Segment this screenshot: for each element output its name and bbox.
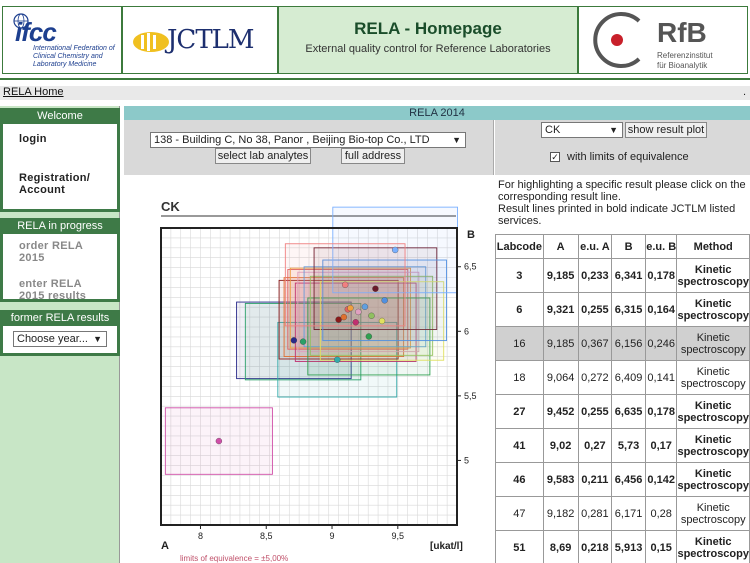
method-cell: Kinetic spectroscopy <box>677 293 750 327</box>
a-cell: 9,185 <box>543 327 578 361</box>
eub-cell: 0,141 <box>645 361 677 395</box>
analyte-select[interactable]: CK ▼ <box>541 122 623 138</box>
data-point <box>368 313 374 319</box>
data-point <box>334 357 340 363</box>
table-row[interactable] <box>496 429 750 463</box>
eua-cell: 0,218 <box>578 531 612 563</box>
eub-cell: 0,178 <box>645 395 677 429</box>
data-point <box>341 314 347 320</box>
ifcc-logo[interactable] <box>2 6 122 74</box>
y-tick-label: 6,5 <box>464 261 477 272</box>
b-cell: 6,635 <box>612 395 646 429</box>
results-table <box>495 234 750 563</box>
y-tick-label: 5,5 <box>464 390 477 401</box>
equivalence-boxes <box>165 207 457 474</box>
data-point <box>291 337 297 343</box>
x-tick-label: 8,5 <box>259 531 273 541</box>
table-row[interactable] <box>496 531 750 563</box>
eua-cell: 0,255 <box>578 395 612 429</box>
a-cell: 9,182 <box>543 497 578 531</box>
labcode-cell: 27 <box>496 395 544 429</box>
data-point <box>379 318 385 324</box>
sidebar <box>0 106 120 563</box>
data-point <box>216 438 222 444</box>
chevron-down-icon: ▼ <box>452 135 461 145</box>
welcome-heading: Welcome <box>0 108 120 124</box>
b-cell: 6,156 <box>612 327 646 361</box>
eua-cell: 0,255 <box>578 293 612 327</box>
b-cell: 6,409 <box>612 361 646 395</box>
labcode-cell: 41 <box>496 429 544 463</box>
highlight-note: For highlighting a specific result please click on the corresponding result line. <box>498 179 746 203</box>
limits-checkbox-label: with limits of equivalence <box>567 151 689 163</box>
ifcc-subtitle: International Federation of Clinical Chemistry and Laboratory Medicine <box>33 45 115 68</box>
eub-cell: 0,178 <box>645 259 677 293</box>
results-panel <box>495 176 750 563</box>
labcode-cell: 6 <box>496 293 544 327</box>
chevron-down-icon: ▼ <box>93 334 102 344</box>
a-cell: 9,321 <box>543 293 578 327</box>
data-point <box>336 317 342 323</box>
lab-select[interactable]: 138 - Building C, No 38, Panor , Beijing Bio-top Co., LTD ▼ <box>150 132 466 148</box>
method-cell: Kinetic spectroscopy <box>677 497 750 531</box>
b-cell: 6,341 <box>612 259 646 293</box>
table-row[interactable] <box>496 497 750 531</box>
x-axis-label: A <box>161 540 169 552</box>
eua-cell: 0,272 <box>578 361 612 395</box>
former-rela-heading: former RELA results <box>0 310 120 326</box>
b-cell: 6,171 <box>612 497 646 531</box>
rfb-wordmark: RfB <box>657 17 707 48</box>
scatter-chart <box>124 176 494 563</box>
labcode-cell: 3 <box>496 259 544 293</box>
unit-label: [ukat/l] <box>430 541 463 552</box>
jctlm-wordmark: JCTLM <box>167 25 254 55</box>
chart-title: CK <box>161 199 180 214</box>
data-point <box>362 304 368 310</box>
registration-link[interactable]: Registration/ Account <box>19 172 91 196</box>
method-cell: Kinetic spectroscopy <box>677 395 750 429</box>
data-point <box>347 305 353 311</box>
b-cell: 5,73 <box>612 429 646 463</box>
data-point <box>382 297 388 303</box>
a-cell: 9,02 <box>543 429 578 463</box>
table-row[interactable] <box>496 259 750 293</box>
eub-cell: 0,17 <box>645 429 677 463</box>
b-cell: 6,315 <box>612 293 646 327</box>
data-point <box>342 282 348 288</box>
col-method: Method <box>677 235 750 259</box>
b-cell: 5,913 <box>612 531 646 563</box>
table-row[interactable] <box>496 395 750 429</box>
y-tick-label: 5 <box>464 455 470 466</box>
a-cell: 8,69 <box>543 531 578 563</box>
a-cell: 9,583 <box>543 463 578 497</box>
year-select[interactable]: Choose year... ▼ <box>13 331 107 347</box>
labcode-cell: 46 <box>496 463 544 497</box>
data-point <box>353 319 359 325</box>
y-tick-label: 6 <box>464 326 470 337</box>
col-eub: e.u. B <box>645 235 677 259</box>
col-b: B <box>612 235 646 259</box>
rfb-emblem-icon <box>587 7 653 73</box>
table-row[interactable] <box>496 293 750 327</box>
eua-cell: 0,281 <box>578 497 612 531</box>
rela-title-box <box>278 6 578 74</box>
method-cell: Kinetic spectroscopy <box>677 463 750 497</box>
breadcrumb <box>0 86 750 100</box>
data-point <box>392 247 398 253</box>
limits-footnote: limits of equivalence = ±5,00% <box>180 554 289 563</box>
labcode-cell: 18 <box>496 361 544 395</box>
header <box>0 0 750 80</box>
table-body <box>496 259 750 563</box>
rfb-subtitle: Referenzinstitut für Bioanalytik <box>657 51 713 70</box>
eub-cell: 0,28 <box>645 497 677 531</box>
eub-cell: 0,142 <box>645 463 677 497</box>
table-row[interactable] <box>496 361 750 395</box>
data-point <box>366 333 372 339</box>
a-cell: 9,452 <box>543 395 578 429</box>
full-address-button[interactable]: full address <box>341 148 405 164</box>
limits-checkbox[interactable]: ✓ <box>551 152 559 162</box>
eua-cell: 0,27 <box>578 429 612 463</box>
plot-controls-panel <box>495 120 750 175</box>
eub-cell: 0,15 <box>645 531 677 563</box>
method-cell: Kinetic spectroscopy <box>677 429 750 463</box>
enter-rela-results-link[interactable]: enter RELA 2015 results <box>19 278 87 302</box>
method-cell: Kinetic spectroscopy <box>677 259 750 293</box>
bold-note: Result lines printed in bold indicate JCTLM listed services. <box>498 203 736 227</box>
select-lab-analytes-button[interactable]: select lab analytes <box>215 148 311 164</box>
eub-cell: 0,246 <box>645 327 677 361</box>
labcode-cell: 51 <box>496 531 544 563</box>
show-result-plot-button[interactable]: show result plot <box>625 122 707 138</box>
eua-cell: 0,367 <box>578 327 612 361</box>
x-tick-label: 8 <box>197 531 203 541</box>
order-rela-link[interactable]: order RELA 2015 <box>19 240 83 264</box>
col-eua: e.u. A <box>578 235 612 259</box>
data-point <box>355 309 361 315</box>
b-cell: 6,456 <box>612 463 646 497</box>
col-labcode: Labcode <box>496 235 544 259</box>
data-point <box>300 339 306 345</box>
labcode-cell: 16 <box>496 327 544 361</box>
a-cell: 9,185 <box>543 259 578 293</box>
result-plot <box>124 176 494 563</box>
x-tick-label: 9 <box>329 531 335 541</box>
breadcrumb-end: . <box>742 86 746 98</box>
jctlm-logo[interactable] <box>122 6 278 74</box>
method-cell: Kinetic spectroscopy <box>677 361 750 395</box>
col-a: A <box>543 235 578 259</box>
y-axis-label: B <box>467 229 475 241</box>
rela-home-link[interactable]: RELA Home <box>3 86 64 98</box>
rela-in-progress-heading: RELA in progress <box>0 218 120 234</box>
chevron-down-icon: ▼ <box>609 125 618 135</box>
table-row[interactable] <box>496 463 750 497</box>
x-tick-label: 9,5 <box>391 531 405 541</box>
a-cell: 9,064 <box>543 361 578 395</box>
rfb-logo[interactable] <box>578 6 748 74</box>
labcode-cell: 47 <box>496 497 544 531</box>
table-row[interactable] <box>496 327 750 361</box>
eua-cell: 0,211 <box>578 463 612 497</box>
page-subtitle: External quality control for Reference Laboratories <box>305 43 551 55</box>
jctlm-emblem-icon <box>131 27 171 57</box>
eub-cell: 0,164 <box>645 293 677 327</box>
rela-year-bar: RELA 2014 <box>124 106 750 120</box>
page-title: RELA - Homepage <box>354 19 502 38</box>
data-point <box>372 286 378 292</box>
method-cell: Kinetic spectroscopy <box>677 327 750 361</box>
lab-select-panel <box>124 120 494 175</box>
table-header-row <box>496 235 750 259</box>
eua-cell: 0,233 <box>578 259 612 293</box>
method-cell: Kinetic spectroscopy <box>677 531 750 563</box>
login-link[interactable]: login <box>19 133 47 145</box>
ifcc-wordmark: ifcc <box>15 17 56 47</box>
